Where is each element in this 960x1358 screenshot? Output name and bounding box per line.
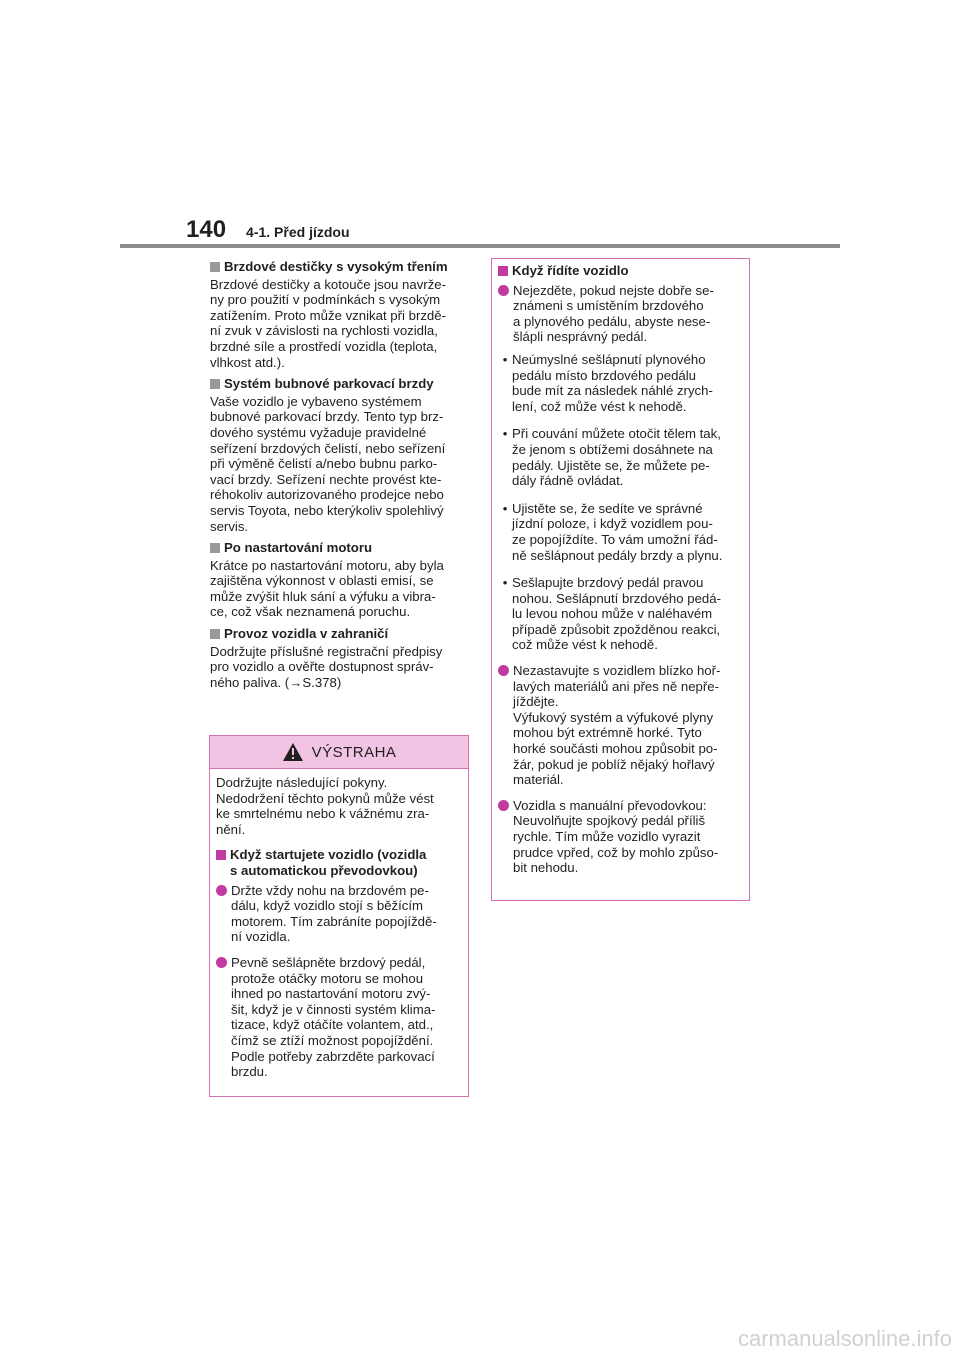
watermark: carmanualsonline.info [737,1326,952,1351]
square-marker-icon [210,379,220,389]
list-item: Nezastavujte s vozidlem blízko hoř- lavých materiálů ani přes ně nepře- jíždějte. Výfukový systém a výfukové plyny mohou být extrémně horké. Tyto horké součásti mohou způsobit po- žár, pokud je poblíž nějaký hořlavý materiál. [498,663,743,788]
bullet-icon: • [502,351,508,367]
warning-heading: Když startujete vozidlo (vozidla s automatickou převodovkou) [216,847,462,878]
paragraph: Brzdové destičky a kotouče jsou navrže- ny pro použití v podmínkách s vysokým zatížením. Proto může vznikat při brzdě- ní zvuk v závislosti na rychlosti vozidla, brzdné síle a prostředí vozidla (teplota, vlhkost atd.). [210,276,447,370]
dot-bullet-icon [498,665,509,676]
left-column [210,259,470,696]
paragraph: Krátce po nastartování motoru, aby byla zajištěna výkonnost v oblasti emisí, se může zvýšit hluk sání a výfuku a vibra- ce, což však neznamená poruchu. [210,557,444,620]
list-item: • Ujistěte se, že sedíte ve správné jízdní poloze, i když vozidlem pou- ze popojíždíte. To vám umožní řád- ně sešlápnout pedály brzdy a plynu. [498,501,743,563]
bullet-icon: • [502,500,508,516]
dot-bullet-icon [216,885,227,896]
dot-bullet-icon [216,957,227,968]
warning-title: VÝSTRAHA [311,743,397,761]
square-marker-icon [216,850,226,860]
dot-bullet-icon [498,285,509,296]
page-header [186,216,350,246]
warning-body [210,769,468,1080]
list-item: • Sešlapujte brzdový pedál pravou nohou. Sešlápnutí brzdového pedá- lu levou nohou může v naléhavém případě způsobit zpožděnou reakci, což může vést k nehodě. [498,575,743,653]
section-heading: Po nastartování motoru [210,540,470,556]
paragraph: Dodržujte příslušné registrační předpisy pro vozidlo a ověřte dostupnost správ- ného paliva. (→S.378) [210,643,443,690]
right-column-box [491,258,750,901]
square-marker-icon [498,266,508,276]
section-heading: Provoz vozidla v zahraničí [210,626,470,642]
list-item: Pevně sešlápněte brzdový pedál, protože otáčky motoru se mohou ihned po nastartování motoru zvý- šit, když je v činnosti systém klima- tizace, když otáčíte volantem, atd., čímž se ztíží možnost popojíždění. Podle potřeby zabrzděte parkovací brzdu. [216,955,462,1080]
header-rule [120,244,840,248]
dot-bullet-icon [498,800,509,811]
square-marker-icon [210,543,220,553]
warning-intro: Dodržujte následující pokyny. Nedodržení těchto pokynů může vést ke smrtelnému nebo k vážnému zra- nění. [216,775,434,837]
warning-triangle-icon [282,742,304,762]
section-heading: Systém bubnové parkovací brzdy [210,376,470,392]
bullet-icon: • [502,426,508,442]
list-item: Nejezděte, pokud nejste dobře se- známeni s umístěním brzdového a plynového pedálu, abyste nese- šlápli nesprávný pedál. [498,283,743,345]
list-item: Držte vždy nohu na brzdovém pe- dálu, když vozidlo stojí s běžícím motorem. Tím zabráníte popojíždě- ní vozidla. [216,883,462,945]
section-title: 4-1. Před jízdou [246,224,350,240]
list-item: • Neúmyslné sešlápnutí plynového pedálu místo brzdového pedálu bude mít za následek náhlé zrych- lení, což může vést k nehodě. [498,352,743,414]
square-marker-icon [210,629,220,639]
list-item: • Při couvání můžete otočit tělem tak, že jenom s obtížemi dosáhnete na pedály. Ujistěte se, že můžete pe- dály řádně ovládat. [498,426,743,488]
page-number: 140 [186,216,227,243]
section-heading: Když řídíte vozidlo [498,263,743,279]
bullet-icon: • [502,575,508,591]
section-heading: Brzdové destičky s vysokým třením [210,259,470,275]
list-item: Vozidla s manuální převodovkou: Neuvolňujte spojkový pedál příliš rychle. Tím může vozidlo vyrazit prudce vpřed, což by mohlo způso- bit nehodu. [498,798,743,876]
square-marker-icon [210,262,220,272]
warning-header [210,736,468,769]
warning-box [209,735,469,1097]
paragraph: Vaše vozidlo je vybaveno systémem bubnové parkovací brzdy. Tento typ brz- dového systému vyžaduje pravidelné seřízení brzdových čelistí, nebo seřízení při výměně čelistí a/nebo bubnu parko- vací brzdy. Seřízení nechte provést kte- réhokoliv autorizovaného prodejce nebo servis Toyota, nebo kterýkoliv spolehlivý servis. [210,393,446,534]
